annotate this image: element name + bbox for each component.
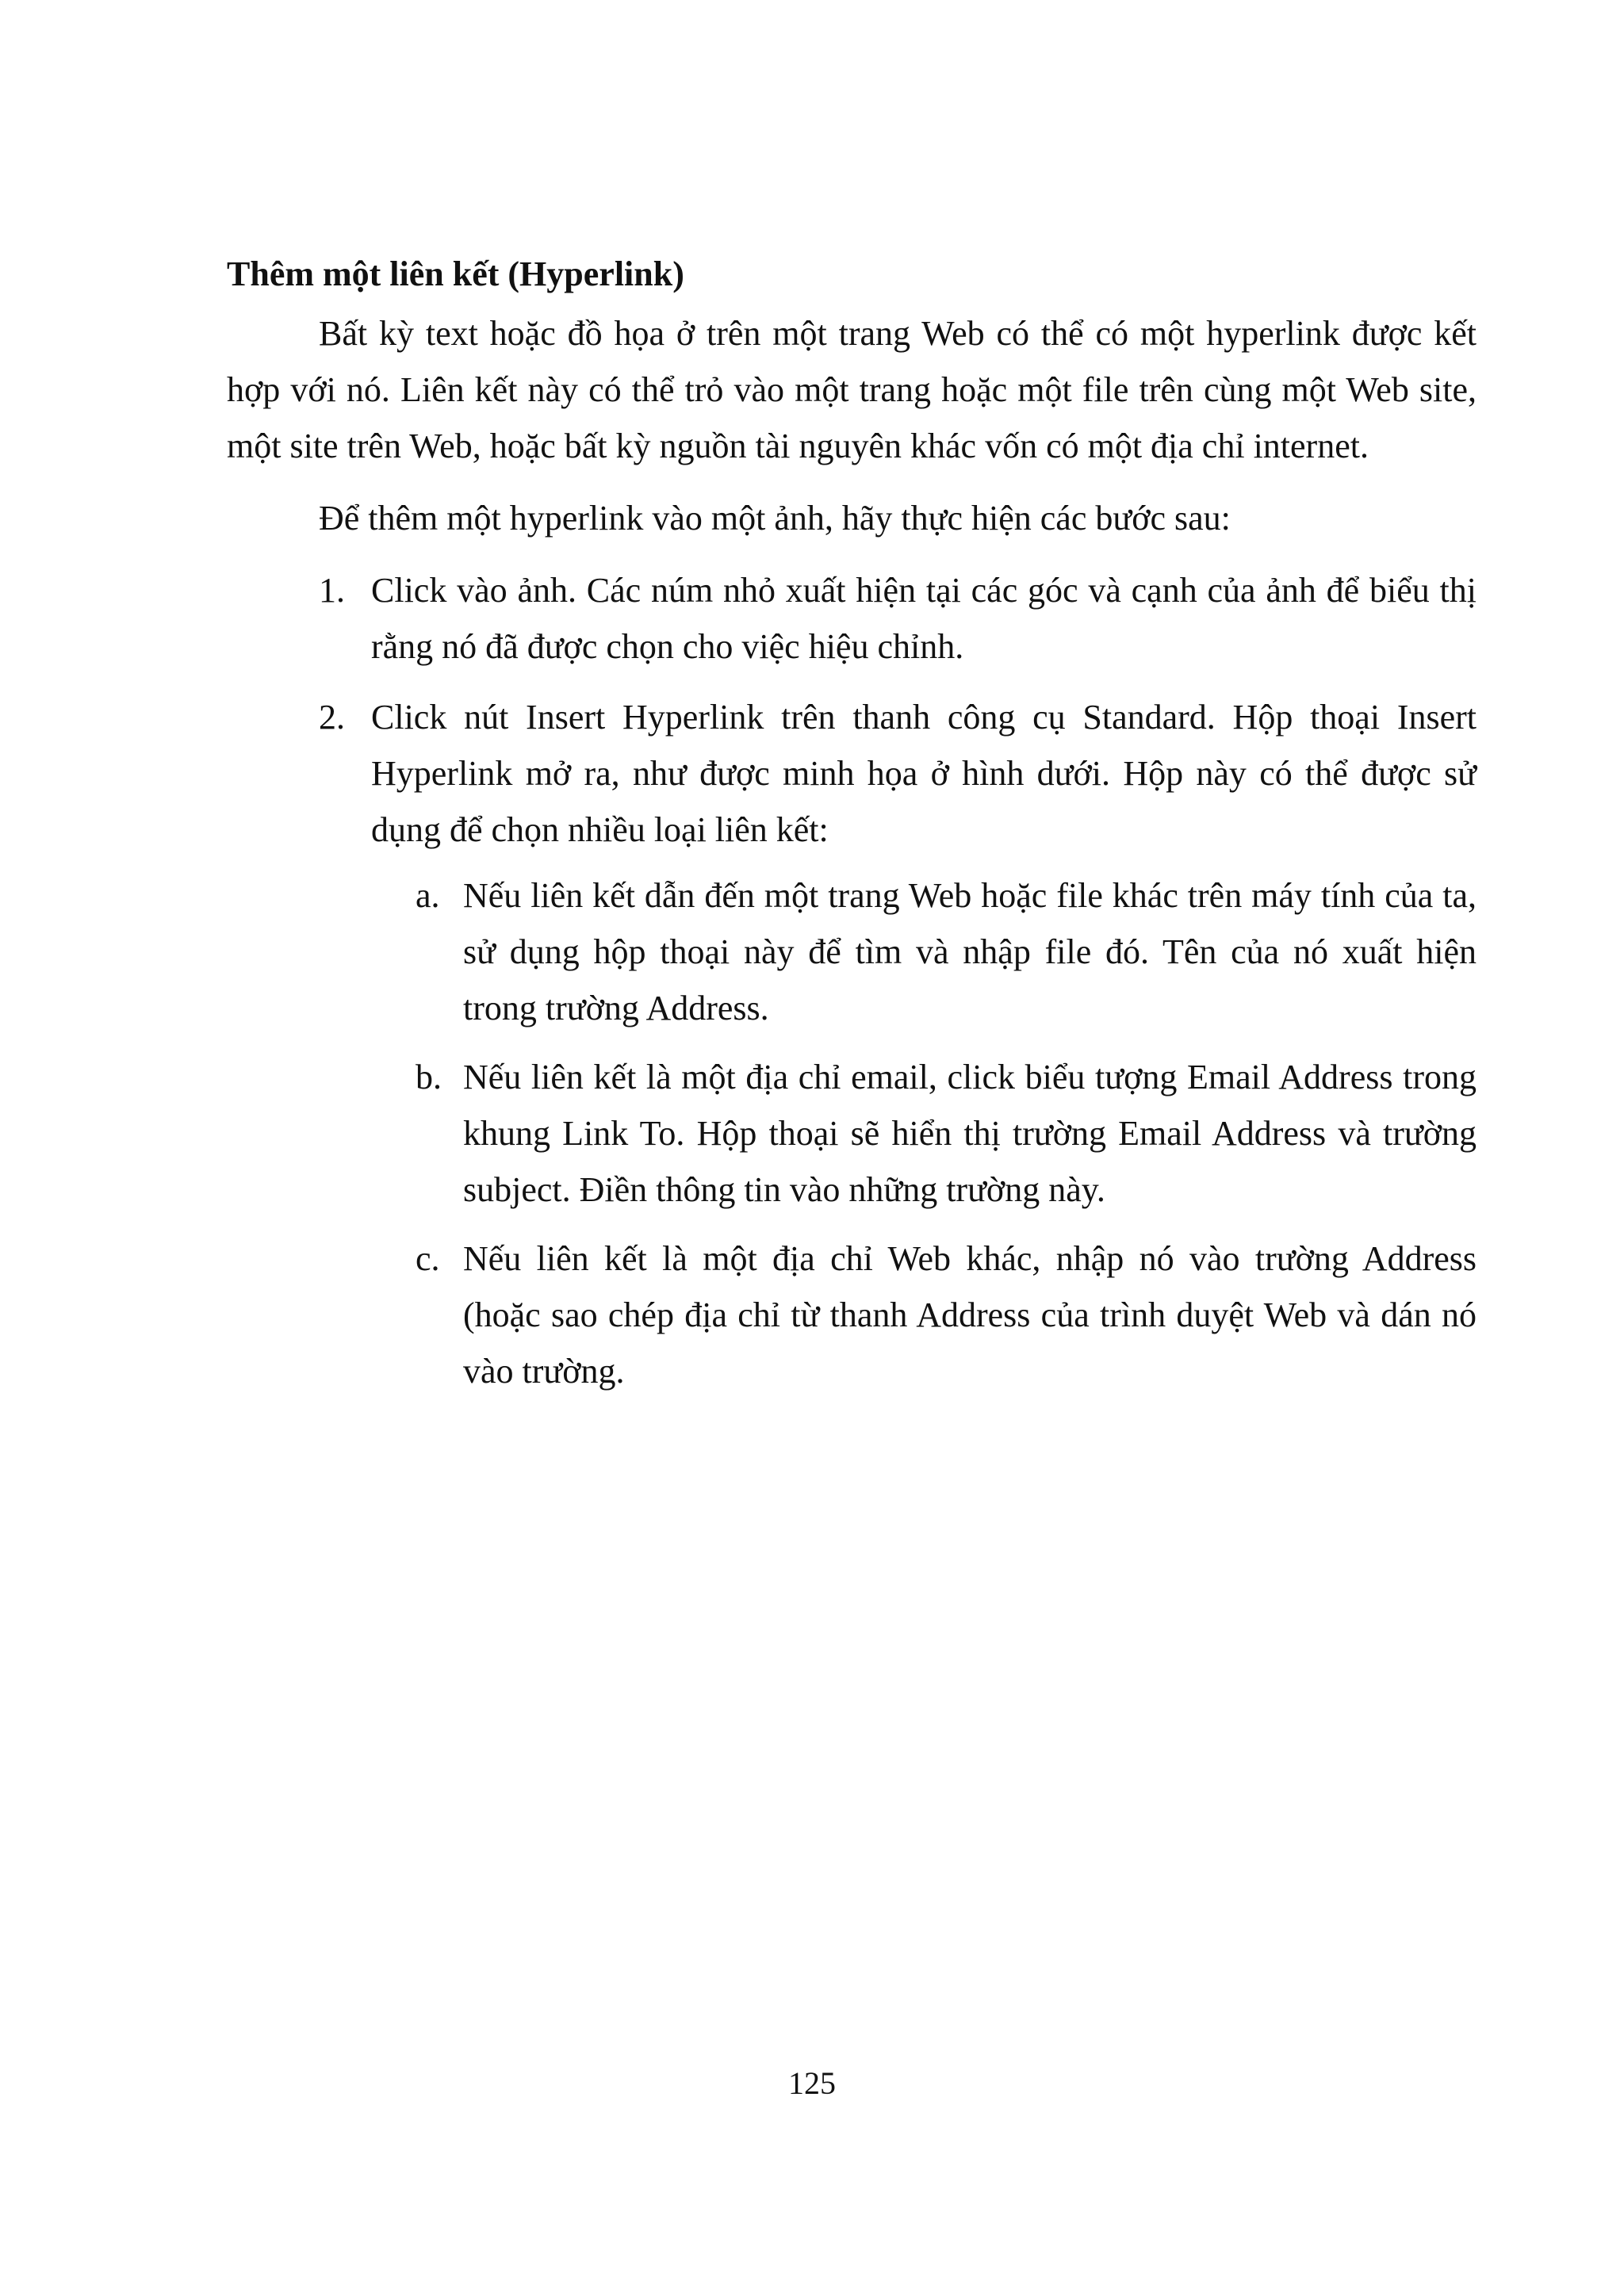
page-number: 125 — [788, 2065, 836, 2101]
step-text: Click nút Insert Hyperlink trên thanh công cụ Standard. Hộp thoại Insert Hyperlink mở ra, như được minh họa ở hình dưới. Hộp này có thể được sử dụng để chọn nhiều loại liên kết: — [371, 698, 1477, 849]
step-number: 1. — [319, 571, 345, 610]
intro-paragraph: Bất kỳ text hoặc đồ họa ở trên một trang Web có thể có một hyperlink được kết hợp với nó. Liên kết này có thể trỏ vào một trang hoặc một file trên cùng một Web site, một site trên Web, hoặc bất kỳ nguồn tài nguyên khác vốn có một địa chỉ internet. — [227, 314, 1477, 465]
substep-text: Nếu liên kết là một địa chỉ Web khác, nhập nó vào trường Address (hoặc sao chép địa chỉ từ thanh Address của trình duyệt Web và dán nó vào trường. — [463, 1239, 1477, 1391]
step-number: 2. — [319, 698, 345, 737]
list-item — [227, 867, 1477, 1036]
step-text: Click vào ảnh. Các núm nhỏ xuất hiện tại các góc và cạnh của ảnh để biểu thị rằng nó đã được chọn cho việc hiệu chỉnh. — [371, 571, 1477, 666]
list-item — [227, 689, 1477, 1399]
substep-text: Nếu liên kết là một địa chỉ email, click biểu tượng Email Address trong khung Link To. Hộp thoại sẽ hiển thị trường Email Address và trường subject. Điền thông tin vào những trường này. — [463, 1058, 1477, 1209]
lettered-substeps-list — [227, 867, 1477, 1399]
list-item — [227, 1230, 1477, 1399]
page-content — [227, 246, 1477, 1414]
steps-intro-paragraph: Để thêm một hyperlink vào một ảnh, hãy thực hiện các bước sau: — [319, 499, 1231, 538]
numbered-steps-list — [227, 562, 1477, 1399]
list-item — [227, 1049, 1477, 1218]
substep-text: Nếu liên kết dẫn đến một trang Web hoặc file khác trên máy tính của ta, sử dụng hộp thoại này để tìm và nhập file đó. Tên của nó xuất hiện trong trường Address. — [463, 876, 1477, 1027]
list-item — [227, 562, 1477, 675]
section-heading: Thêm một liên kết (Hyperlink) — [227, 254, 684, 293]
substep-letter: a. — [416, 876, 440, 915]
substep-letter: c. — [416, 1239, 440, 1278]
substep-letter: b. — [416, 1058, 442, 1096]
